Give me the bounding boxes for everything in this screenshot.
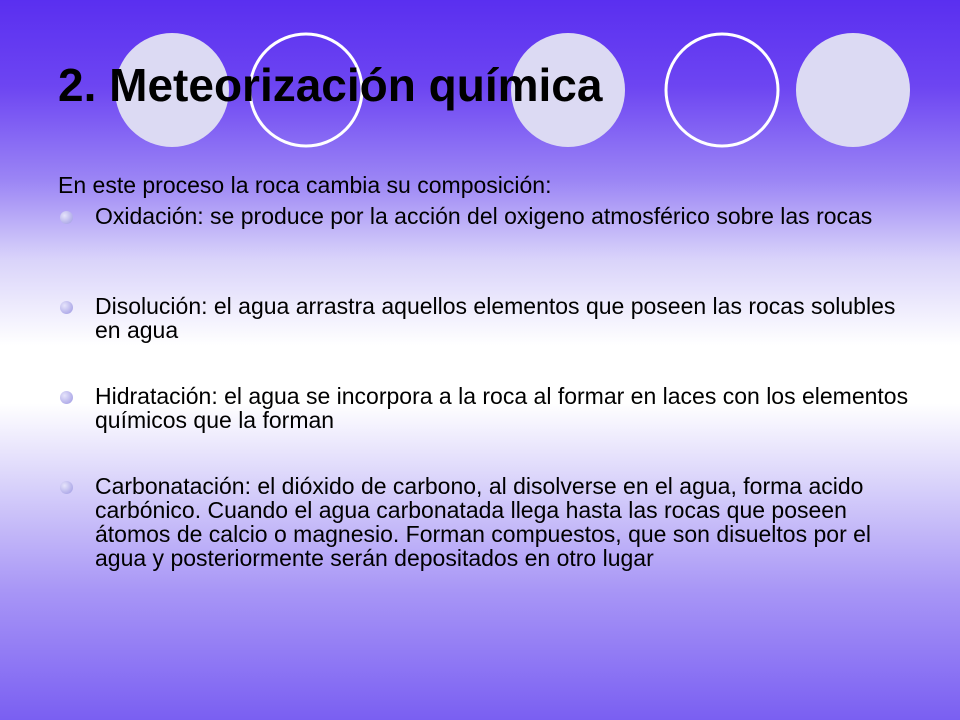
bullet-dot-icon <box>60 211 73 224</box>
bullet-dot-icon <box>60 301 73 314</box>
bullet-hidratacion <box>60 384 910 432</box>
bullet-disolucion <box>60 294 910 342</box>
slide-title: 2. Meteorización química <box>58 59 603 111</box>
decor-circle-filled-3 <box>796 33 910 147</box>
bullet-text: Hidratación: el agua se incorpora a la roca al formar en laces con los elementos químicos que la forman <box>95 383 909 433</box>
decor-circle-ring-2 <box>666 34 778 146</box>
bullet-carbonatacion <box>60 474 910 570</box>
bullet-text: Carbonatación: el dióxido de carbono, al disolverse en el agua, forma acido carbónico. Cuando el agua carbonatada llega hasta las rocas que poseen átomos de calcio o magnesio. Forman compuestos, que son disueltos por el agua y posteriormente serán depositados en otro lugar <box>95 473 872 571</box>
bullet-oxidacion <box>60 204 910 228</box>
bullet-text: Oxidación: se produce por la acción del oxigeno atmosférico sobre las rocas <box>95 203 873 229</box>
bullet-text: Disolución: el agua arrastra aquellos elementos que poseen las rocas solubles en agua <box>95 293 896 343</box>
bullet-dot-icon <box>60 391 73 404</box>
intro-text: En este proceso la roca cambia su composición: <box>58 172 552 198</box>
bullet-dot-icon <box>60 481 73 494</box>
